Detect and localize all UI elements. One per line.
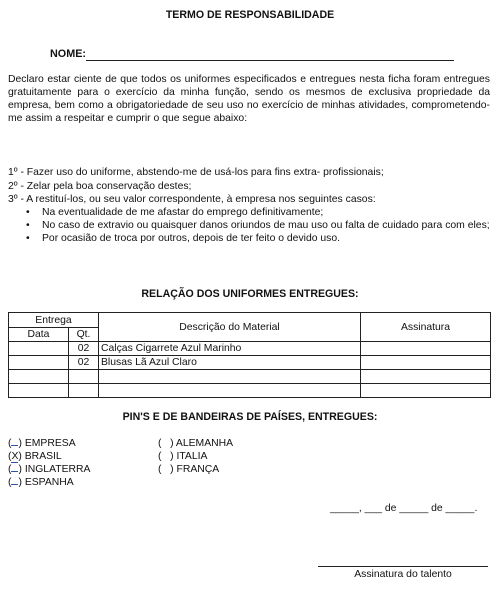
option-franca[interactable]: ( ) FRANÇA	[158, 464, 220, 475]
option-inglaterra[interactable]: ( ) INGLATERRA	[8, 464, 91, 475]
header-assinatura: Assinatura	[361, 313, 491, 342]
list-item: • No caso de extravio ou quaisquer danos oriundos de mau uso ou falta de cuidado para com eles;	[26, 220, 490, 231]
table-row	[9, 370, 491, 384]
cell-data[interactable]	[9, 384, 69, 398]
cell-assinatura[interactable]	[361, 370, 491, 384]
header-entrega: Entrega	[9, 313, 99, 328]
cell-data[interactable]	[9, 356, 69, 370]
list-item: • Na eventualidade de me afastar do emprego definitivamente;	[26, 207, 324, 218]
item-3: 3º - A restituí-los, ou seu valor correspondente, à empresa nos seguintes casos:	[8, 194, 376, 205]
cell-descricao: Calças Cigarrete Azul Marinho	[99, 342, 361, 356]
signature-line[interactable]	[318, 566, 488, 567]
cell-data[interactable]	[9, 370, 69, 384]
cell-data[interactable]	[9, 342, 69, 356]
option-brasil[interactable]: (X) BRASIL	[8, 451, 62, 462]
cell-assinatura[interactable]	[361, 384, 491, 398]
header-descricao: Descrição do Material	[99, 313, 361, 342]
cell-assinatura[interactable]	[361, 342, 491, 356]
option-italia[interactable]: ( ) ITALIA	[158, 451, 208, 462]
header-qt: Qt.	[69, 328, 99, 342]
cell-qt: 02	[69, 356, 99, 370]
cases-list	[8, 206, 490, 245]
cell-assinatura[interactable]	[361, 356, 491, 370]
uniforms-section-title: RELAÇÃO DOS UNIFORMES ENTREGUES:	[141, 288, 359, 300]
declaration-paragraph: Declaro estar ciente de que todos os uniformes especificados e entregues nesta ficha foram entregues gratuitamente para o exercício da minha função, sendo os mesmos de exclusiva propriedade da empresa, bem como a obrigatoriedade de seu uso no exercício de minhas atividades, comprometendo-me assim a respeitar e cumprir o que segue abaixo:	[8, 74, 490, 124]
signature-label: Assinatura do talento	[354, 569, 452, 580]
header-data: Data	[9, 328, 69, 342]
bullet-icon: •	[26, 207, 30, 218]
cell-qt[interactable]	[69, 384, 99, 398]
cell-qt[interactable]	[69, 370, 99, 384]
table-row	[9, 384, 491, 398]
date-line[interactable]: _____, ___ de _____ de _____.	[330, 503, 478, 514]
document-title: TERMO DE RESPONSABILIDADE	[165, 9, 335, 21]
cell-descricao: Blusas Lã Azul Claro	[99, 356, 361, 370]
option-empresa[interactable]: ( ) EMPRESA	[8, 438, 76, 449]
table-row	[9, 342, 491, 356]
option-espanha[interactable]: ( ) ESPANHA	[8, 477, 74, 488]
option-alemanha[interactable]: ( ) ALEMANHA	[158, 438, 234, 449]
bullet-icon: •	[26, 220, 30, 231]
cell-descricao[interactable]	[99, 384, 361, 398]
list-item: • Por ocasião de troca por outros, depois de ter feito o devido uso.	[26, 233, 341, 244]
name-field-line[interactable]	[86, 60, 454, 61]
name-label: NOME:	[50, 48, 86, 60]
cell-qt: 02	[69, 342, 99, 356]
cell-descricao[interactable]	[99, 370, 361, 384]
table-row	[9, 356, 491, 370]
bullet-icon: •	[26, 233, 30, 244]
checkbox-mark[interactable]: X	[11, 451, 19, 462]
pins-section-title: PIN'S E DE BANDEIRAS DE PAÍSES, ENTREGUES:	[122, 411, 378, 423]
item-1: 1º - Fazer uso do uniforme, abstendo-me de usá-los para fins extra- profissionais;	[8, 167, 384, 178]
item-2: 2º - Zelar pela boa conservação destes;	[8, 181, 192, 192]
uniforms-table	[8, 312, 491, 398]
